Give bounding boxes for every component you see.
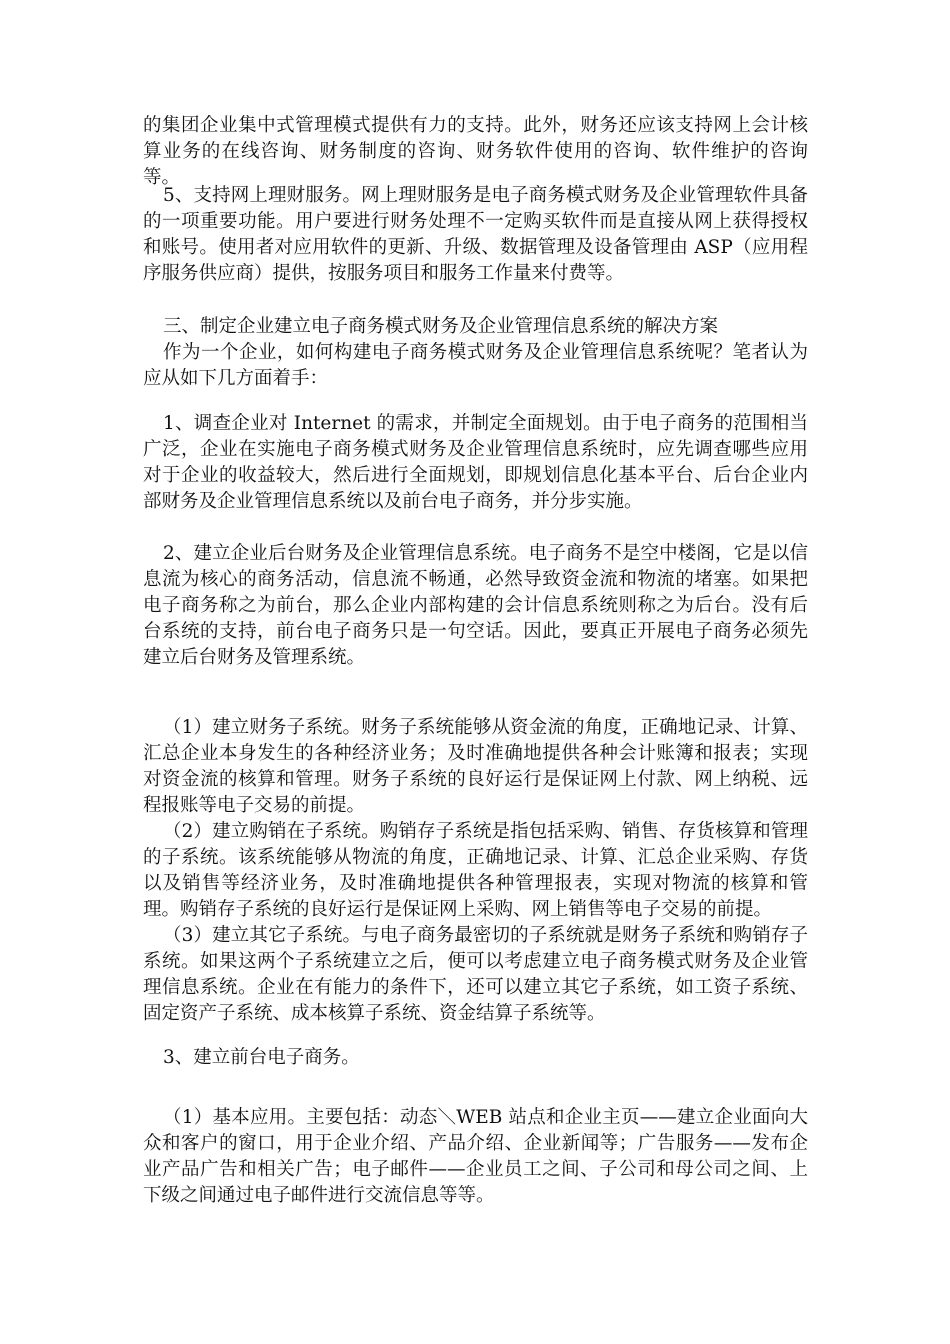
heading-text: 三、制定企业建立电子商务模式财务及企业管理信息系统的解决方案	[163, 316, 719, 337]
paragraph-text: 2、建立企业后台财务及企业管理信息系统。电子商务不是空中楼阁，它是以信息流为核心的商务活动，信息流不畅通，必然导致资金流和物流的堵塞。如果把电子商务称之为前台，那么企业内部构建的会计信息系统则称之为后台。没有后台系统的支持，前台电子商务只是一句空话。因此，要真正开展电子商务必须先建立后台财务及管理系统。	[143, 543, 808, 668]
paragraph-item-2-sub-3	[143, 923, 808, 1027]
paragraph-text: （1）基本应用。主要包括：动态＼WEB 站点和企业主页——建立企业面向大众和客户的窗口，用于企业介绍、产品介绍、企业新闻等；广告服务——发布企业产品广告和相关广告；电子邮件——企业员工之间、子公司和母公司之间、上下级之间通过电子邮件进行交流信息等等。	[143, 1107, 808, 1206]
paragraph-item-2	[143, 541, 808, 671]
paragraph-text: 3、建立前台电子商务。	[163, 1047, 360, 1068]
paragraph-text: （1）建立财务子系统。财务子系统能够从资金流的角度，正确地记录、计算、汇总企业本身发生的各种经济业务；及时准确地提供各种会计账簿和报表；实现对资金流的核算和管理。财务子系统的良好运行是保证网上付款、网上纳税、远程报账等电子交易的前提。	[143, 717, 808, 816]
section-3-intro	[143, 340, 808, 392]
paragraph-item-1	[143, 411, 808, 515]
paragraph-text: 的集团企业集中式管理模式提供有力的支持。此外，财务还应该支持网上会计核算业务的在线咨询、财务制度的咨询、财务软件使用的咨询、软件维护的咨询等。	[143, 115, 808, 188]
paragraph-item-2-sub-1	[143, 715, 808, 819]
section-3-heading	[143, 314, 808, 340]
paragraph-text: 1、调查企业对 Internet 的需求，并制定全面规划。由于电子商务的范围相当广泛，企业在实施电子商务模式财务及企业管理信息系统时，应先调查哪些应用对于企业的收益较大，然后进行全面规划，即规划信息化基本平台、后台企业内部财务及企业管理信息系统以及前台电子商务，并分步实施。	[143, 413, 808, 512]
paragraph-text: （2）建立购销在子系统。购销存子系统是指包括采购、销售、存货核算和管理的子系统。该系统能够从物流的角度，正确地记录、计算、汇总企业采购、存货以及销售等经济业务，及时准确地提供各种管理报表，实现对物流的核算和管理。购销存子系统的良好运行是保证网上采购、网上销售等电子交易的前提。	[143, 821, 808, 920]
paragraph-item-3	[143, 1045, 808, 1071]
paragraph-text: （3）建立其它子系统。与电子商务最密切的子系统就是财务子系统和购销存子系统。如果这两个子系统建立之后，便可以考虑建立电子商务模式财务及企业管理信息系统。企业在有能力的条件下，还可以建立其它子系统，如工资子系统、固定资产子系统、成本核算子系统、资金结算子系统等。	[143, 925, 808, 1024]
paragraph-item-5	[143, 183, 808, 287]
paragraph-text: 5、支持网上理财服务。网上理财服务是电子商务模式财务及企业管理软件具备的一项重要功能。用户要进行财务处理不一定购买软件而是直接从网上获得授权和账号。使用者对应用软件的更新、升级、数据管理及设备管理由 ASP（应用程序服务供应商）提供，按服务项目和服务工作量来付费等。	[143, 185, 808, 284]
paragraph-intro-continued	[143, 113, 808, 191]
paragraph-text: 作为一个企业，如何构建电子商务模式财务及企业管理信息系统呢？笔者认为应从如下几方面着手：	[143, 342, 808, 389]
paragraph-item-3-sub-1	[143, 1105, 808, 1209]
paragraph-item-2-sub-2	[143, 819, 808, 923]
